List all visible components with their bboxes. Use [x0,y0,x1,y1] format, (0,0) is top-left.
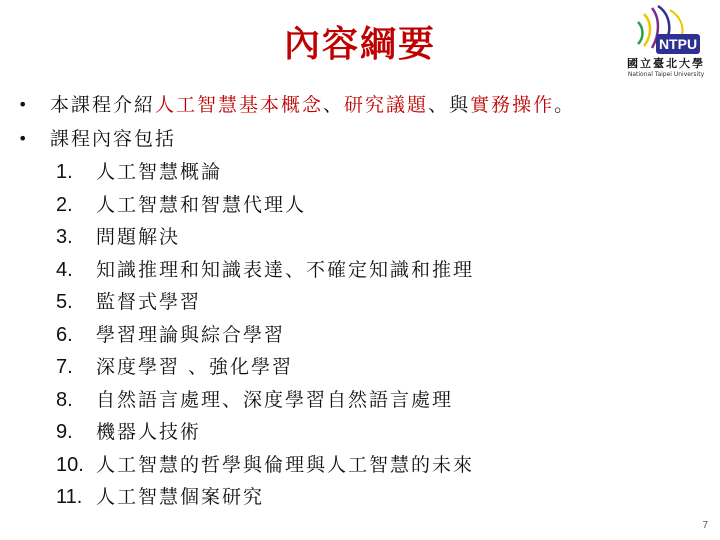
intro-highlight-concepts: 人工智慧基本概念 [155,94,324,116]
ntpu-emblem-icon [630,4,702,58]
topic-number: 4. [56,258,73,281]
intro-prefix: 本課程介紹 [50,94,156,116]
list-item [56,189,676,222]
list-item [56,319,676,352]
topic-number: 7. [56,356,73,378]
list-item [56,254,676,287]
topic-text: 深度學習 、強化學習 [96,356,294,378]
bullet-dot-icon: • [18,95,28,114]
intro-separator-1: 、 [323,94,345,116]
list-item [56,286,676,319]
topic-number: 5. [56,291,73,313]
logo-name-en: National Taipei University [627,71,705,78]
list-item [56,481,676,514]
intro-highlight-practice: 實務操作 [470,94,555,116]
topic-number: 3. [56,226,73,248]
ntpu-abbr: NTPU [658,36,698,52]
list-item [56,221,676,254]
page-number: 7 [702,520,708,531]
intro-separator-2: 、與 [428,94,471,116]
topic-number: 2. [56,193,73,216]
topic-text: 自然語言處理、深度學習自然語言處理 [96,388,454,411]
topic-text: 機器人技術 [96,421,202,443]
topic-number: 1. [56,161,73,183]
slide-title: 內容綱要 [283,23,436,65]
topic-number: 6. [56,323,73,346]
list-item [56,384,676,417]
topic-text: 學習理論與綜合學習 [96,323,286,346]
bullet-text-intro [50,88,575,122]
logo-name-zh: 國立臺北大學 [627,57,705,70]
topic-text: 人工智慧概論 [96,161,223,183]
bullet-text-contents: 課程內容包括 [50,128,177,150]
topic-text: 人工智慧個案研究 [96,486,265,508]
topic-text: 知識推理和知識表達、不確定知識和推理 [96,258,475,281]
list-item [56,416,676,449]
bullet-item-contents [18,122,708,156]
bullet-dot-icon: • [18,129,28,148]
topic-number: 10. [56,453,84,476]
topic-list [56,156,676,514]
list-item [56,351,676,384]
topic-text: 人工智慧和智慧代理人 [96,193,307,216]
topic-text: 問題解決 [96,226,181,248]
intro-suffix: 。 [554,94,576,116]
topic-text: 人工智慧的哲學與倫理與人工智慧的未來 [96,453,475,476]
topic-number: 9. [56,421,73,443]
topic-number: 11. [56,486,83,508]
topic-number: 8. [56,388,73,411]
bullet-list [18,88,708,156]
bullet-item-intro [18,88,708,122]
intro-highlight-research: 研究議題 [344,94,429,116]
list-item [56,449,676,482]
topic-text: 監督式學習 [96,291,202,313]
list-item [56,156,676,189]
ntpu-logo [616,4,716,80]
